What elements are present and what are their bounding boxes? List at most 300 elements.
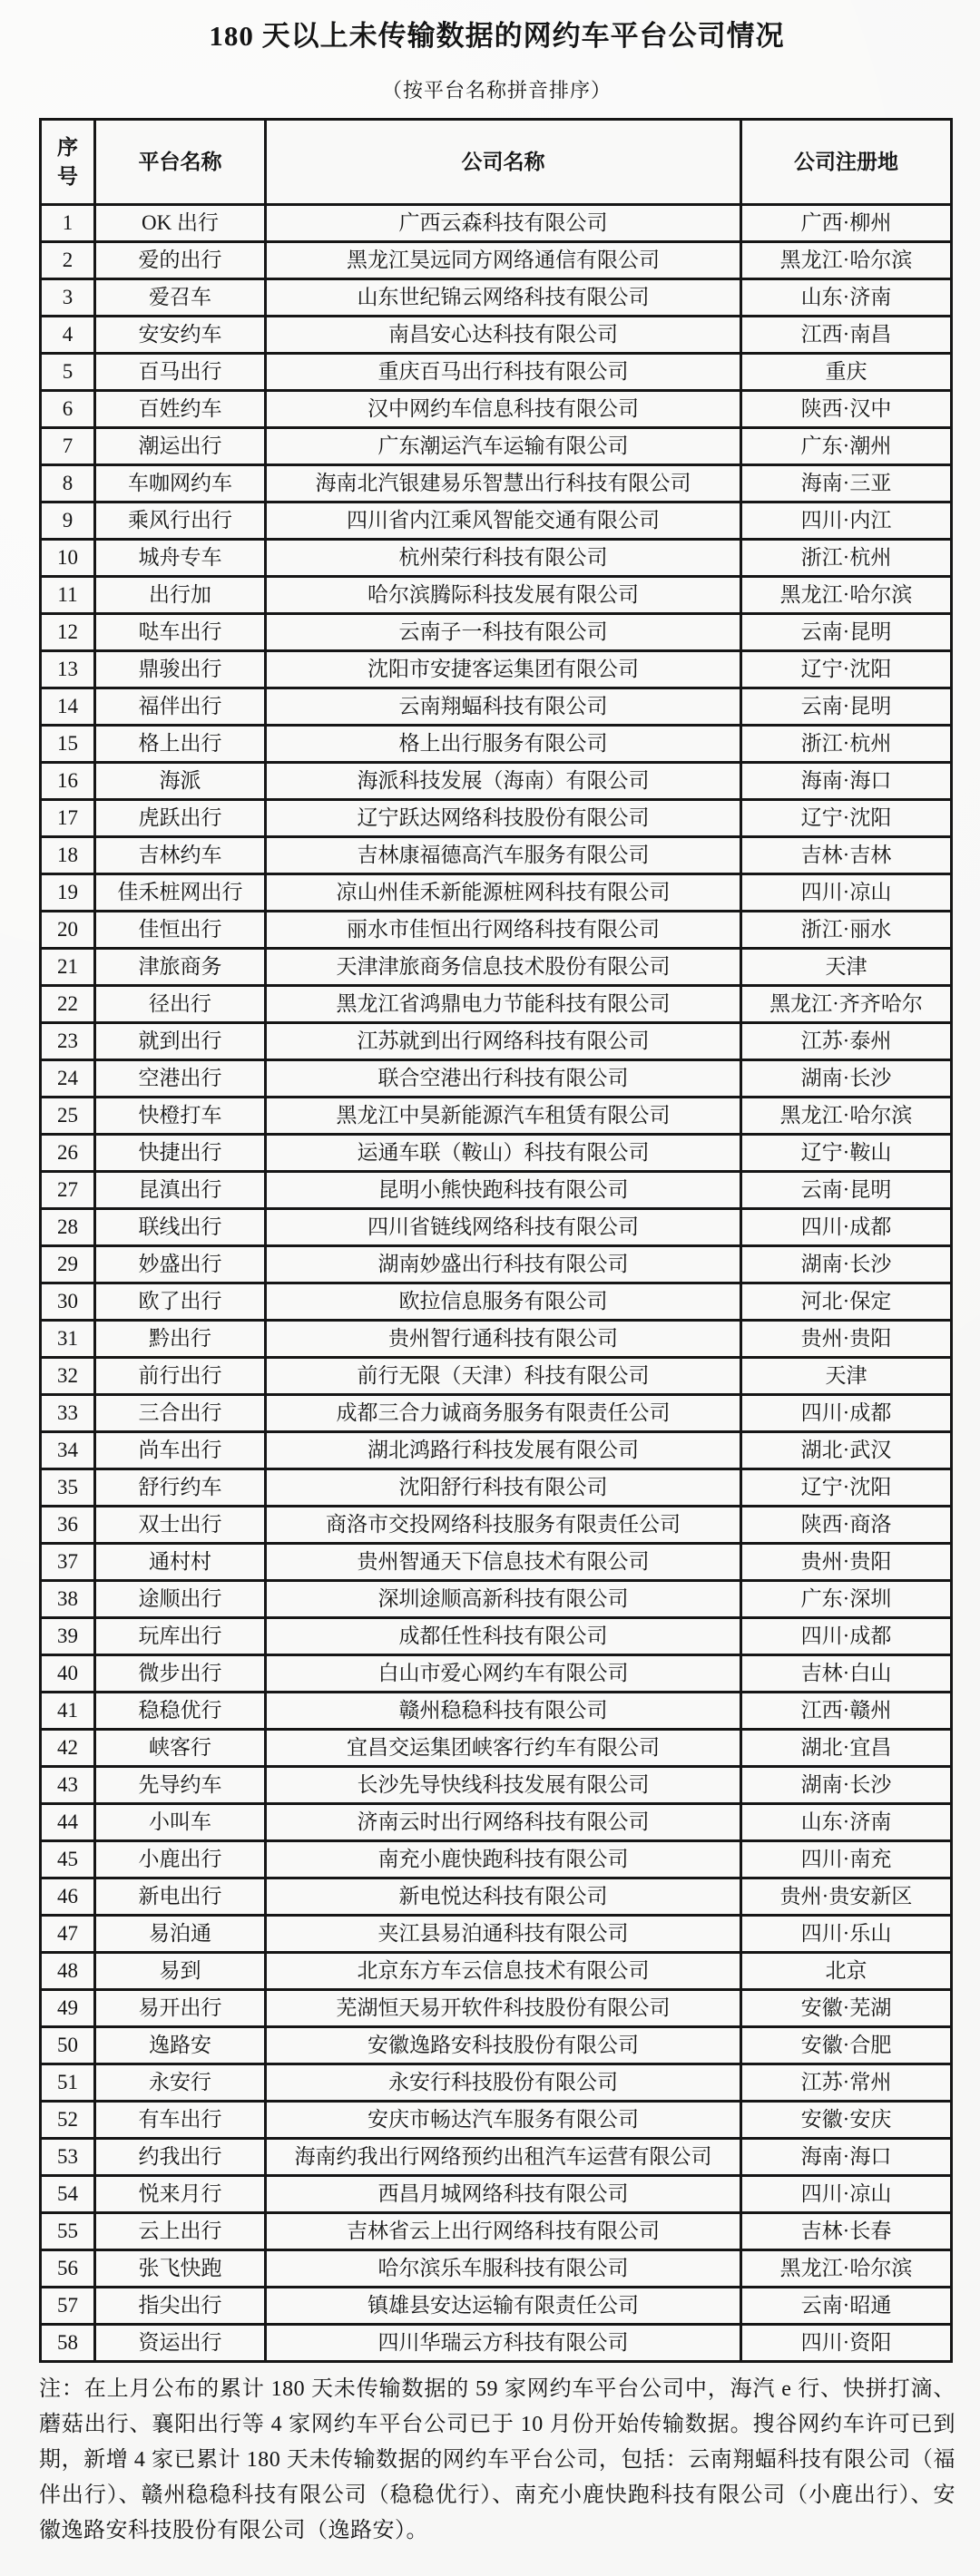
- registration-place-cell: 安徽·芜湖: [741, 1990, 952, 2027]
- company-name-cell: 赣州稳稳科技有限公司: [266, 1693, 741, 1730]
- row-number-cell: 49: [41, 1990, 95, 2027]
- registration-place-cell: 安徽·安庆: [741, 2102, 952, 2139]
- company-name-cell: 贵州智行通科技有限公司: [266, 1321, 741, 1358]
- table-row: [41, 2027, 952, 2064]
- row-number-cell: 52: [41, 2102, 95, 2139]
- company-name-cell: 黑龙江省鸿鼎电力节能科技有限公司: [266, 986, 741, 1023]
- registration-place-cell: 海南·海口: [741, 2139, 952, 2176]
- company-name-cell: 新电悦达科技有限公司: [266, 1878, 741, 1916]
- platform-name-cell: 易泊通: [95, 1916, 266, 1953]
- table-row: [41, 1878, 952, 1916]
- table-row: [41, 986, 952, 1023]
- platform-name-cell: 新电出行: [95, 1878, 266, 1916]
- table-row: [41, 1767, 952, 1804]
- registration-place-cell: 天津: [741, 949, 952, 986]
- registration-place-cell: 浙江·杭州: [741, 726, 952, 763]
- row-number-cell: 6: [41, 391, 95, 428]
- row-number-cell: 54: [41, 2176, 95, 2213]
- platform-name-cell: 昆滇出行: [95, 1172, 266, 1209]
- company-name-cell: 深圳途顺高新科技有限公司: [266, 1581, 741, 1618]
- platform-name-cell: 径出行: [95, 986, 266, 1023]
- company-name-cell: 安庆市畅达汽车服务有限公司: [266, 2102, 741, 2139]
- table-row: [41, 1916, 952, 1953]
- company-name-cell: 商洛市交投网络科技服务有限责任公司: [266, 1507, 741, 1544]
- row-number-cell: 30: [41, 1283, 95, 1321]
- registration-place-cell: 山东·济南: [741, 279, 952, 317]
- platform-name-cell: 潮运出行: [95, 428, 266, 465]
- table-row: [41, 1841, 952, 1878]
- company-name-cell: 北京东方车云信息技术有限公司: [266, 1953, 741, 1990]
- row-number-cell: 17: [41, 800, 95, 837]
- table-header: [41, 120, 952, 205]
- table-row: [41, 540, 952, 577]
- registration-place-cell: 四川·内江: [741, 503, 952, 540]
- platform-name-cell: 三合出行: [95, 1395, 266, 1432]
- company-name-cell: 安徽逸路安科技股份有限公司: [266, 2027, 741, 2064]
- platform-name-cell: 出行加: [95, 577, 266, 614]
- table-row: [41, 1172, 952, 1209]
- platform-name-cell: 乘风行出行: [95, 503, 266, 540]
- platform-name-cell: 吉林约车: [95, 837, 266, 874]
- company-name-cell: 济南云时出行网络科技有限公司: [266, 1804, 741, 1841]
- table-row: [41, 1655, 952, 1693]
- company-name-cell: 联合空港出行科技有限公司: [266, 1060, 741, 1098]
- registration-place-cell: 河北·保定: [741, 1283, 952, 1321]
- platform-name-cell: 虎跃出行: [95, 800, 266, 837]
- platform-name-cell: 格上出行: [95, 726, 266, 763]
- table-row: [41, 2250, 952, 2288]
- row-number-cell: 45: [41, 1841, 95, 1878]
- registration-place-cell: 浙江·丽水: [741, 912, 952, 949]
- registration-place-cell: 云南·昆明: [741, 1172, 952, 1209]
- platform-name-cell: 哒车出行: [95, 614, 266, 651]
- company-name-cell: 芜湖恒天易开软件科技股份有限公司: [266, 1990, 741, 2027]
- registration-place-cell: 天津: [741, 1358, 952, 1395]
- platform-name-cell: 妙盛出行: [95, 1246, 266, 1283]
- registration-place-cell: 辽宁·沈阳: [741, 800, 952, 837]
- row-number-cell: 40: [41, 1655, 95, 1693]
- table-row: [41, 205, 952, 242]
- table-row: [41, 651, 952, 688]
- registration-place-cell: 四川·资阳: [741, 2325, 952, 2362]
- registration-place-cell: 黑龙江·哈尔滨: [741, 2250, 952, 2288]
- row-number-cell: 27: [41, 1172, 95, 1209]
- company-name-cell: 杭州荣行科技有限公司: [266, 540, 741, 577]
- company-name-cell: 白山市爱心网约车有限公司: [266, 1655, 741, 1693]
- row-number-cell: 42: [41, 1730, 95, 1767]
- row-number-cell: 16: [41, 763, 95, 800]
- registration-place-cell: 浙江·杭州: [741, 540, 952, 577]
- row-number-cell: 8: [41, 465, 95, 503]
- registration-place-cell: 云南·昭通: [741, 2288, 952, 2325]
- registration-place-cell: 湖北·武汉: [741, 1432, 952, 1469]
- row-number-cell: 34: [41, 1432, 95, 1469]
- row-number-cell: 43: [41, 1767, 95, 1804]
- registration-place-cell: 广东·潮州: [741, 428, 952, 465]
- registration-place-cell: 四川·凉山: [741, 2176, 952, 2213]
- company-name-cell: 江苏就到出行网络科技有限公司: [266, 1023, 741, 1060]
- table-row: [41, 2176, 952, 2213]
- table-row: [41, 688, 952, 726]
- registration-place-cell: 贵州·贵阳: [741, 1321, 952, 1358]
- row-number-cell: 22: [41, 986, 95, 1023]
- table-row: [41, 1098, 952, 1135]
- platform-name-cell: 前行出行: [95, 1358, 266, 1395]
- row-number-cell: 51: [41, 2064, 95, 2102]
- platform-name-cell: 资运出行: [95, 2325, 266, 2362]
- company-name-cell: 西昌月城网络科技有限公司: [266, 2176, 741, 2213]
- table-row: [41, 2325, 952, 2362]
- registration-place-cell: 重庆: [741, 354, 952, 391]
- company-name-cell: 海南北汽银建易乐智慧出行科技有限公司: [266, 465, 741, 503]
- table-row: [41, 1544, 952, 1581]
- table-row: [41, 837, 952, 874]
- platform-name-cell: 车咖网约车: [95, 465, 266, 503]
- table-row: [41, 577, 952, 614]
- row-number-cell: 14: [41, 688, 95, 726]
- company-name-cell: 镇雄县安达运输有限责任公司: [266, 2288, 741, 2325]
- table-row: [41, 1618, 952, 1655]
- company-name-cell: 黑龙江中昊新能源汽车租赁有限公司: [266, 1098, 741, 1135]
- company-name-cell: 永安行科技股份有限公司: [266, 2064, 741, 2102]
- company-name-cell: 丽水市佳恒出行网络科技有限公司: [266, 912, 741, 949]
- company-name-cell: 宜昌交运集团峡客行约车有限公司: [266, 1730, 741, 1767]
- header-company-name: 公司名称: [266, 120, 741, 205]
- row-number-cell: 41: [41, 1693, 95, 1730]
- platform-name-cell: 峡客行: [95, 1730, 266, 1767]
- registration-place-cell: 海南·三亚: [741, 465, 952, 503]
- registration-place-cell: 江苏·常州: [741, 2064, 952, 2102]
- table-row: [41, 1953, 952, 1990]
- row-number-cell: 12: [41, 614, 95, 651]
- header-row-number: 序号: [41, 120, 95, 205]
- page-title: 180 天以上未传输数据的网约车平台公司情况: [209, 20, 785, 52]
- company-name-cell: 成都任性科技有限公司: [266, 1618, 741, 1655]
- company-name-cell: 沈阳舒行科技有限公司: [266, 1469, 741, 1507]
- platform-name-cell: 黔出行: [95, 1321, 266, 1358]
- platform-name-cell: 途顺出行: [95, 1581, 266, 1618]
- registration-place-cell: 湖南·长沙: [741, 1767, 952, 1804]
- company-name-cell: 广东潮运汽车运输有限公司: [266, 428, 741, 465]
- row-number-cell: 39: [41, 1618, 95, 1655]
- row-number-cell: 28: [41, 1209, 95, 1246]
- registration-place-cell: 安徽·合肥: [741, 2027, 952, 2064]
- platform-name-cell: 有车出行: [95, 2102, 266, 2139]
- table-row: [41, 1321, 952, 1358]
- company-name-cell: 辽宁跃达网络科技股份有限公司: [266, 800, 741, 837]
- row-number-cell: 35: [41, 1469, 95, 1507]
- platform-table: [39, 118, 953, 2363]
- registration-place-cell: 贵州·贵安新区: [741, 1878, 952, 1916]
- company-name-cell: 湖北鸿路行科技发展有限公司: [266, 1432, 741, 1469]
- page-subtitle: （按平台名称拼音排序）: [381, 79, 612, 102]
- platform-name-cell: 尚车出行: [95, 1432, 266, 1469]
- table-row: [41, 465, 952, 503]
- row-number-cell: 33: [41, 1395, 95, 1432]
- table-row: [41, 912, 952, 949]
- platform-name-cell: 舒行约车: [95, 1469, 266, 1507]
- platform-name-cell: 易开出行: [95, 1990, 266, 2027]
- row-number-cell: 21: [41, 949, 95, 986]
- platform-name-cell: 佳禾桩网出行: [95, 874, 266, 912]
- platform-name-cell: 百马出行: [95, 354, 266, 391]
- registration-place-cell: 北京: [741, 1953, 952, 1990]
- company-name-cell: 贵州智通天下信息技术有限公司: [266, 1544, 741, 1581]
- company-name-cell: 格上出行服务有限公司: [266, 726, 741, 763]
- row-number-cell: 38: [41, 1581, 95, 1618]
- table-row: [41, 1395, 952, 1432]
- row-number-cell: 15: [41, 726, 95, 763]
- table-body: [41, 205, 952, 2362]
- registration-place-cell: 四川·成都: [741, 1618, 952, 1655]
- platform-name-cell: 百姓约车: [95, 391, 266, 428]
- row-number-cell: 48: [41, 1953, 95, 1990]
- platform-name-cell: 微步出行: [95, 1655, 266, 1693]
- platform-name-cell: 城舟专车: [95, 540, 266, 577]
- table-row: [41, 2102, 952, 2139]
- company-name-cell: 湖南妙盛出行科技有限公司: [266, 1246, 741, 1283]
- table-row: [41, 2213, 952, 2250]
- company-name-cell: 四川省链线网络科技有限公司: [266, 1209, 741, 1246]
- row-number-cell: 13: [41, 651, 95, 688]
- table-row: [41, 391, 952, 428]
- row-number-cell: 18: [41, 837, 95, 874]
- row-number-cell: 7: [41, 428, 95, 465]
- table-row: [41, 503, 952, 540]
- table-row: [41, 317, 952, 354]
- platform-name-cell: 福伴出行: [95, 688, 266, 726]
- company-name-cell: 吉林省云上出行网络科技有限公司: [266, 2213, 741, 2250]
- row-number-cell: 23: [41, 1023, 95, 1060]
- registration-place-cell: 黑龙江·哈尔滨: [741, 577, 952, 614]
- company-name-cell: 前行无限（天津）科技有限公司: [266, 1358, 741, 1395]
- row-number-cell: 31: [41, 1321, 95, 1358]
- table-row: [41, 726, 952, 763]
- platform-name-cell: 空港出行: [95, 1060, 266, 1098]
- company-name-cell: 汉中网约车信息科技有限公司: [266, 391, 741, 428]
- registration-place-cell: 四川·成都: [741, 1209, 952, 1246]
- company-name-cell: 运通车联（鞍山）科技有限公司: [266, 1135, 741, 1172]
- table-row: [41, 279, 952, 317]
- row-number-cell: 3: [41, 279, 95, 317]
- company-name-cell: 四川省内江乘风智能交通有限公司: [266, 503, 741, 540]
- table-row: [41, 1432, 952, 1469]
- registration-place-cell: 四川·凉山: [741, 874, 952, 912]
- row-number-cell: 1: [41, 205, 95, 242]
- platform-name-cell: 玩库出行: [95, 1618, 266, 1655]
- row-number-cell: 25: [41, 1098, 95, 1135]
- table-row: [41, 1730, 952, 1767]
- table-row: [41, 2139, 952, 2176]
- row-number-cell: 26: [41, 1135, 95, 1172]
- registration-place-cell: 黑龙江·齐齐哈尔: [741, 986, 952, 1023]
- company-name-cell: 重庆百马出行科技有限公司: [266, 354, 741, 391]
- table-row: [41, 242, 952, 279]
- row-number-cell: 5: [41, 354, 95, 391]
- registration-place-cell: 江西·赣州: [741, 1693, 952, 1730]
- company-name-cell: 凉山州佳禾新能源桩网科技有限公司: [266, 874, 741, 912]
- table-row: [41, 428, 952, 465]
- row-number-cell: 2: [41, 242, 95, 279]
- registration-place-cell: 辽宁·鞍山: [741, 1135, 952, 1172]
- registration-place-cell: 山东·济南: [741, 1804, 952, 1841]
- row-number-cell: 10: [41, 540, 95, 577]
- company-name-cell: 四川华瑞云方科技有限公司: [266, 2325, 741, 2362]
- row-number-cell: 4: [41, 317, 95, 354]
- row-number-cell: 37: [41, 1544, 95, 1581]
- company-name-cell: 山东世纪锦云网络科技有限公司: [266, 279, 741, 317]
- company-name-cell: 云南翔蝠科技有限公司: [266, 688, 741, 726]
- company-name-cell: 哈尔滨腾际科技发展有限公司: [266, 577, 741, 614]
- row-number-cell: 57: [41, 2288, 95, 2325]
- registration-place-cell: 贵州·贵阳: [741, 1544, 952, 1581]
- table-row: [41, 1507, 952, 1544]
- registration-place-cell: 湖北·宜昌: [741, 1730, 952, 1767]
- platform-name-cell: 张飞快跑: [95, 2250, 266, 2288]
- header-registration-place: 公司注册地: [741, 120, 952, 205]
- company-name-cell: 昆明小熊快跑科技有限公司: [266, 1172, 741, 1209]
- row-number-cell: 50: [41, 2027, 95, 2064]
- table-row: [41, 1804, 952, 1841]
- registration-place-cell: 海南·海口: [741, 763, 952, 800]
- company-name-cell: 成都三合力诚商务服务有限责任公司: [266, 1395, 741, 1432]
- registration-place-cell: 陕西·商洛: [741, 1507, 952, 1544]
- platform-name-cell: 快橙打车: [95, 1098, 266, 1135]
- table-row: [41, 1358, 952, 1395]
- platform-name-cell: 易到: [95, 1953, 266, 1990]
- table-row: [41, 354, 952, 391]
- table-row: [41, 763, 952, 800]
- platform-name-cell: OK 出行: [95, 205, 266, 242]
- platform-name-cell: 云上出行: [95, 2213, 266, 2250]
- platform-name-cell: 安安约车: [95, 317, 266, 354]
- registration-place-cell: 黑龙江·哈尔滨: [741, 1098, 952, 1135]
- footnote: 注：在上月公布的累计 180 天未传输数据的 59 家网约车平台公司中，海汽 e 行、快拼打滴、蘑菇出行、襄阳出行等 4 家网约车平台公司已于 10 月份开始传输数据。搜谷网约车许可已到期，新增 4 家已累计 180 天未传输数据的网约车平台公司，包括：云南翔蝠科技有限公司（福伴出行）、赣州稳稳科技有限公司（稳稳优行）、南充小鹿快跑科技有限公司（小鹿出行）、安徽逸路安科技股份有限公司（逸路安）。: [39, 2377, 956, 2542]
- registration-place-cell: 湖南·长沙: [741, 1246, 952, 1283]
- platform-name-cell: 津旅商务: [95, 949, 266, 986]
- registration-place-cell: 江西·南昌: [741, 317, 952, 354]
- table-row: [41, 1135, 952, 1172]
- platform-name-cell: 鼎骏出行: [95, 651, 266, 688]
- platform-name-cell: 小叫车: [95, 1804, 266, 1841]
- row-number-cell: 29: [41, 1246, 95, 1283]
- row-number-cell: 53: [41, 2139, 95, 2176]
- table-row: [41, 949, 952, 986]
- platform-name-cell: 逸路安: [95, 2027, 266, 2064]
- company-name-cell: 哈尔滨乐车服科技有限公司: [266, 2250, 741, 2288]
- table-row: [41, 2064, 952, 2102]
- row-number-cell: 36: [41, 1507, 95, 1544]
- company-name-cell: 南充小鹿快跑科技有限公司: [266, 1841, 741, 1878]
- row-number-cell: 47: [41, 1916, 95, 1953]
- platform-name-cell: 通村村: [95, 1544, 266, 1581]
- table-row: [41, 1246, 952, 1283]
- row-number-cell: 58: [41, 2325, 95, 2362]
- platform-name-cell: 海派: [95, 763, 266, 800]
- company-name-cell: 海南约我出行网络预约出租汽车运营有限公司: [266, 2139, 741, 2176]
- registration-place-cell: 云南·昆明: [741, 688, 952, 726]
- registration-place-cell: 辽宁·沈阳: [741, 651, 952, 688]
- platform-name-cell: 联线出行: [95, 1209, 266, 1246]
- row-number-cell: 46: [41, 1878, 95, 1916]
- table-header-row: [41, 120, 952, 205]
- registration-place-cell: 广西·柳州: [741, 205, 952, 242]
- table-row: [41, 2288, 952, 2325]
- platform-name-cell: 悦来月行: [95, 2176, 266, 2213]
- company-name-cell: 广西云森科技有限公司: [266, 205, 741, 242]
- row-number-cell: 32: [41, 1358, 95, 1395]
- row-number-cell: 11: [41, 577, 95, 614]
- platform-name-cell: 爱的出行: [95, 242, 266, 279]
- row-number-cell: 19: [41, 874, 95, 912]
- table-row: [41, 1283, 952, 1321]
- table-row: [41, 1581, 952, 1618]
- registration-place-cell: 辽宁·沈阳: [741, 1469, 952, 1507]
- platform-name-cell: 双士出行: [95, 1507, 266, 1544]
- platform-name-cell: 爱召车: [95, 279, 266, 317]
- table-row: [41, 1060, 952, 1098]
- company-name-cell: 南昌安心达科技有限公司: [266, 317, 741, 354]
- registration-place-cell: 吉林·长春: [741, 2213, 952, 2250]
- platform-name-cell: 小鹿出行: [95, 1841, 266, 1878]
- row-number-cell: 9: [41, 503, 95, 540]
- platform-name-cell: 欧了出行: [95, 1283, 266, 1321]
- company-name-cell: 吉林康福德高汽车服务有限公司: [266, 837, 741, 874]
- registration-place-cell: 广东·深圳: [741, 1581, 952, 1618]
- registration-place-cell: 黑龙江·哈尔滨: [741, 242, 952, 279]
- registration-place-cell: 四川·成都: [741, 1395, 952, 1432]
- row-number-cell: 56: [41, 2250, 95, 2288]
- platform-name-cell: 佳恒出行: [95, 912, 266, 949]
- table-row: [41, 614, 952, 651]
- platform-name-cell: 快捷出行: [95, 1135, 266, 1172]
- table-row: [41, 1469, 952, 1507]
- registration-place-cell: 湖南·长沙: [741, 1060, 952, 1098]
- company-name-cell: 云南子一科技有限公司: [266, 614, 741, 651]
- registration-place-cell: 江苏·泰州: [741, 1023, 952, 1060]
- registration-place-cell: 吉林·吉林: [741, 837, 952, 874]
- registration-place-cell: 云南·昆明: [741, 614, 952, 651]
- row-number-cell: 55: [41, 2213, 95, 2250]
- table-row: [41, 1990, 952, 2027]
- company-name-cell: 沈阳市安捷客运集团有限公司: [266, 651, 741, 688]
- company-name-cell: 黑龙江昊远同方网络通信有限公司: [266, 242, 741, 279]
- registration-place-cell: 四川·南充: [741, 1841, 952, 1878]
- platform-name-cell: 就到出行: [95, 1023, 266, 1060]
- registration-place-cell: 陕西·汉中: [741, 391, 952, 428]
- registration-place-cell: 四川·乐山: [741, 1916, 952, 1953]
- platform-name-cell: 指尖出行: [95, 2288, 266, 2325]
- company-name-cell: 天津津旅商务信息技术股份有限公司: [266, 949, 741, 986]
- table-row: [41, 874, 952, 912]
- company-name-cell: 海派科技发展（海南）有限公司: [266, 763, 741, 800]
- platform-name-cell: 稳稳优行: [95, 1693, 266, 1730]
- table-row: [41, 800, 952, 837]
- table-row: [41, 1209, 952, 1246]
- table-row: [41, 1693, 952, 1730]
- row-number-cell: 44: [41, 1804, 95, 1841]
- row-number-cell: 24: [41, 1060, 95, 1098]
- company-name-cell: 欧拉信息服务有限公司: [266, 1283, 741, 1321]
- platform-name-cell: 先导约车: [95, 1767, 266, 1804]
- row-number-cell: 20: [41, 912, 95, 949]
- platform-name-cell: 约我出行: [95, 2139, 266, 2176]
- table-row: [41, 1023, 952, 1060]
- company-name-cell: 长沙先导快线科技发展有限公司: [266, 1767, 741, 1804]
- company-name-cell: 夹江县易泊通科技有限公司: [266, 1916, 741, 1953]
- registration-place-cell: 吉林·白山: [741, 1655, 952, 1693]
- platform-name-cell: 永安行: [95, 2064, 266, 2102]
